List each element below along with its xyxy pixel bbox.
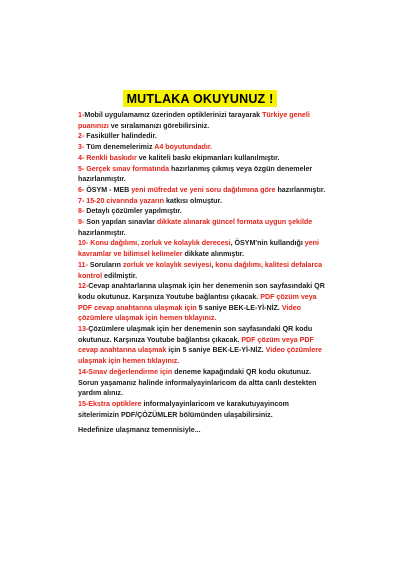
instruction-item	[78, 142, 328, 153]
instruction-item	[78, 185, 328, 196]
highlight-text: 11-	[78, 260, 88, 269]
highlight-text: A4 boyutundadır.	[154, 143, 213, 152]
highlight-text: Video çözümlere ulaşmak için hemen tıklayınız.	[78, 346, 322, 366]
instruction-item	[78, 324, 328, 367]
body-text: ve sıralamanızı görebilirsiniz.	[108, 121, 210, 130]
body-text: Son yapılan sınavlar	[84, 218, 157, 227]
instruction-item	[78, 153, 328, 164]
body-text: Mobil uygulamamız üzerinden optiklerinizi tarayarak	[84, 111, 263, 119]
page-title: MUTLAKA OKUYUNUZ !	[123, 90, 278, 107]
body-text: , ÖSYM'nin kullandığı	[230, 239, 305, 248]
body-text: deneme kapağındaki QR kodu okutunuz. Sorun yaşamanız halinde informalyayinlaricom da altta canlı destekten yardım alınız.	[78, 367, 317, 398]
instruction-item	[78, 164, 328, 185]
highlight-text: 1-	[78, 111, 85, 119]
instruction-item	[78, 206, 328, 217]
instruction-item	[78, 399, 328, 420]
body-text: ,	[211, 260, 216, 269]
body-text: 5 saniye BEK-LE-Yİ-NİZ.	[196, 303, 282, 312]
body-text: hazırlanmıştır.	[78, 228, 126, 237]
instruction-item	[78, 217, 328, 238]
highlight-text: PDF çözüm veya PDF cevap anahtarına ulaşmak	[78, 335, 314, 355]
body-text: için 5 saniye BEK-LE-Yİ-NİZ.	[166, 346, 266, 355]
body-text: katkısı olmuştur.	[163, 196, 222, 205]
highlight-text: 10- Konu dağılımı, zorluk ve kolaylık derecesi	[78, 239, 231, 248]
body-text: edilmiştir.	[102, 271, 138, 280]
body-text: ve kaliteli baskı ekipmanları kullanılmıştır.	[136, 153, 280, 162]
highlight-text: 6-	[78, 185, 87, 194]
highlight-text: Türkiye geneli puanınızı	[78, 111, 310, 130]
highlight-text: PDF çözüm veya PDF cevap anahtarına ulaşmak için	[78, 292, 317, 312]
instruction-item	[78, 367, 328, 399]
instructions-list	[78, 110, 328, 436]
instruction-item	[78, 110, 328, 131]
body-text: dikkate alınmıştır.	[182, 250, 245, 259]
highlight-text: yeni müfredat ve yeni soru dağılımına göre	[131, 185, 276, 194]
highlight-text: 13-	[78, 325, 89, 334]
instruction-item	[78, 238, 328, 259]
instruction-items	[78, 110, 328, 420]
body-text: Detaylı çözümler yapılmıştır.	[84, 207, 182, 216]
highlight-text: 4- Renkli baskıdır	[78, 153, 137, 162]
highlight-text: 5- Gerçek sınav formatında	[78, 164, 170, 173]
instruction-item	[78, 131, 328, 142]
highlight-text: Video çözümlere ulaşmak için hemen tıklayınız.	[78, 303, 302, 323]
body-text: hazırlanmıştır.	[275, 185, 326, 194]
highlight-text: 15-Ekstra optiklere	[78, 399, 142, 408]
highlight-text: 8-	[78, 207, 85, 216]
body-text: Cevap anahtarlarına ulaşmak için her denemenin son sayfasındaki QR kodu okutunuz. Karşınıza Youtube bağlantısı çıkacak.	[78, 282, 325, 301]
highlight-text: 7- 15-20 civarında yazarın	[78, 196, 164, 205]
highlight-text: 3-	[78, 143, 85, 152]
title-container	[0, 90, 400, 108]
body-text: Soruların	[87, 260, 123, 269]
highlight-text: zorluk ve kolaylık seviyesi	[122, 260, 212, 269]
body-text: Tüm denemelerimiz	[84, 143, 155, 152]
body-text: informalyayinlaricom ve karakutuyayincom sitelerimizin PDF/ÇÖZÜMLER bölümünden ulaşabilirsiniz.	[78, 399, 289, 419]
highlight-text: 12-	[78, 282, 89, 291]
highlight-text: yeni kavramlar ve bilimsel kelimeler	[78, 239, 319, 259]
body-text: ÖSYM - MEB	[86, 185, 132, 194]
instruction-item	[78, 281, 328, 324]
highlight-text: 9-	[78, 218, 85, 227]
instruction-item	[78, 260, 328, 281]
highlight-text: konu dağılımı, kalitesi defalarca kontrol	[78, 260, 323, 280]
highlight-text: 14-Sınav değerlendirme için	[78, 367, 173, 376]
highlight-text: 2-	[78, 132, 85, 141]
body-text: hazırlanmış çıkmış veya özgün denemeler hazırlanmıştır.	[78, 164, 313, 184]
closing-line: Hedefinize ulaşmanız temennisiyle...	[78, 426, 201, 435]
instruction-item	[78, 196, 328, 207]
body-text: Çözümlere ulaşmak için her denemenin son sayfasındaki QR kodu okutunuz. Karşınıza Youtube bağlantısı çıkacak.	[78, 325, 313, 344]
body-text: Fasiküller halindedir.	[84, 132, 157, 141]
highlight-text: dikkate alınarak güncel formata uygun şekilde	[156, 218, 313, 227]
